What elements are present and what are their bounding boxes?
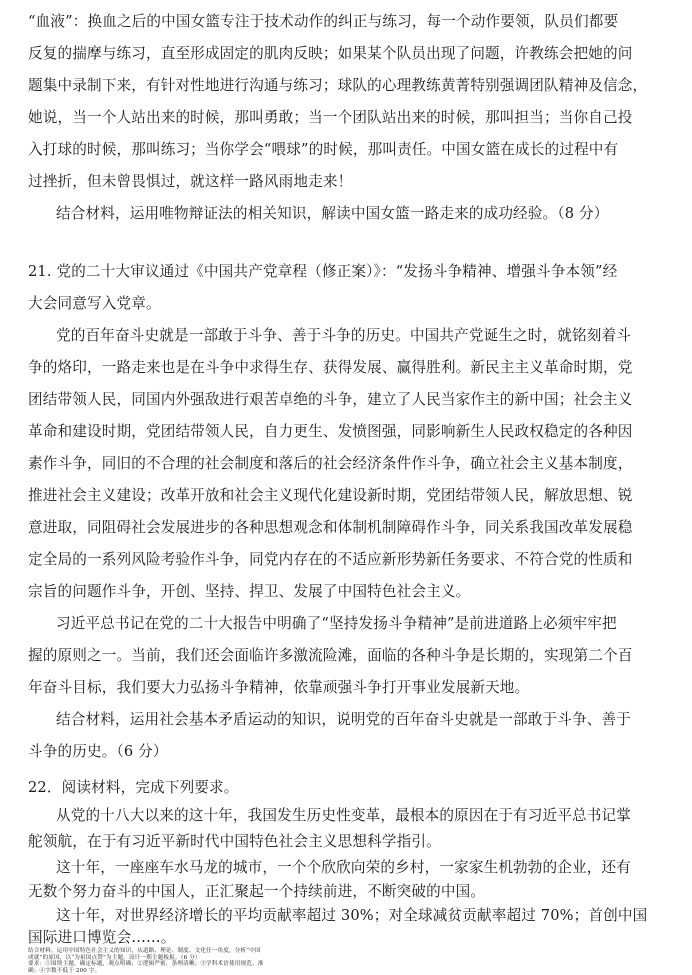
q22-material-line-6: 国际进口博览会……。 <box>28 929 176 946</box>
q22-requirement-line-1: 要求：①围绕主题，确定标题，观点明确；②逻辑严密，条理清晰；③学科术语使用规范、准 <box>28 961 264 967</box>
q21-question-line-1: 结合材料，运用社会基本矛盾运动的知识，说明党的百年奋斗史就是一部敢于斗争、善于 <box>56 711 632 728</box>
q21-stem-line-1: 21. 党的二十大审议通过《中国共产党章程（修正案）》：“发扬斗争精神、增强斗争本领”经 <box>28 263 618 280</box>
q21-material-line-4: 革命和建设时期，党团结带领人民，自力更生、发愤图强，同影响新生人民政权稳定的各种因 <box>28 423 633 440</box>
q22-question-line-2: 成就”的原因，以“为祖国点赞”为主题，设计一期主题板报。（6 分） <box>28 954 201 961</box>
q22-material-line-2: 舵领航，在于有习近平新时代中国特色社会主义思想科学指引。 <box>28 833 441 850</box>
q21-material-line-12: 年奋斗目标，我们要大力弘扬斗争精神，依靠顽强斗争打开事业发展新天地。 <box>28 679 530 696</box>
q20-material-line-1: “血液”：换血之后的中国女篮专注于技术动作的纠正与练习，每一个动作要领，队员们都要 <box>28 13 619 30</box>
q21-material-line-8: 定全局的一系列风险考验作斗争，同党内存在的不适应新形势新任务要求、不符合党的性质和 <box>28 551 633 568</box>
q20-material-line-6: 过挫折，但未曾畏惧过，就这样一路风雨地走来！ <box>28 173 353 190</box>
q20-question: 结合材料，运用唯物辩证法的相关知识，解读中国女篮一路走来的成功经验。（8 分） <box>56 205 609 222</box>
q21-question-line-2: 斗争的历史。（6 分） <box>28 743 168 760</box>
q22-stem: 22．阅读材料，完成下列要求。 <box>28 779 239 796</box>
q20-material-line-2: 反复的揣摩与练习，直至形成固定的肌肉反映；如果某个队员出现了问题，许教练会把她的问 <box>28 45 633 62</box>
q21-stem-line-2: 大会同意写入党章。 <box>28 295 161 312</box>
q21-material-line-11: 握的原则之一。当前，我们还会面临许多激流险滩，面临的各种斗争是长期的，实现第二个百 <box>28 647 633 664</box>
q22-material-line-4: 无数个努力奋斗的中国人，正汇聚起一个持续前进，不断突破的中国。 <box>28 883 486 900</box>
q22-material-line-1: 从党的十八大以来的这十年，我国发生历史性变革，最根本的原因在于有习近平总书记掌 <box>56 807 632 824</box>
q21-material-line-6: 推进社会主义建设；改革开放和社会主义现代化建设新时期，党团结带领人民，解放思想、锐 <box>28 487 633 504</box>
q22-material-line-3: 这十年，一座座车水马龙的城市，一个个欣欣向荣的乡村，一家家生机勃勃的企业，还有 <box>56 859 632 876</box>
q21-material-line-7: 意进取，同阻碍社会发展进步的各种思想观念和体制机制障碍作斗争，同关系我国改革发展稳 <box>28 519 633 536</box>
q21-material-line-9: 宗旨的问题作斗争，开创、坚持、捍卫、发展了中国特色社会主义。 <box>28 583 471 600</box>
q20-material-line-3: 题集中录制下来，有针对性地进行沟通与练习；球队的心理教练黄菁特别强调团队精神及信念， <box>28 77 648 94</box>
q20-material-line-5: 入打球的时候，那叫练习；当你学会“喂球”的时候，那叫责任。中国女篮在成长的过程中有 <box>28 141 619 158</box>
q21-material-line-3: 团结带领人民，同国内外强敌进行艰苦卓绝的斗争，建立了人民当家作主的新中国；社会主义 <box>28 391 633 408</box>
q21-material-line-5: 素作斗争，同旧的不合理的社会制度和落后的社会经济条件作斗争，确立社会主义基本制度， <box>28 455 633 472</box>
q21-material-line-1: 党的百年奋斗史就是一部敢于斗争、善于斗争的历史。中国共产党诞生之时，就铭刻着斗 <box>56 327 632 344</box>
q21-material-line-2: 争的烙印，一路走来也是在斗争中求得生存、获得发展、赢得胜利。新民主主义革命时期，党 <box>28 359 633 376</box>
q21-material-line-10: 习近平总书记在党的二十大报告中明确了“坚持发扬斗争精神”是前进道路上必须牢牢把 <box>56 615 617 632</box>
q22-requirement-line-2: 确；④字数不低于 200 字。 <box>28 967 101 974</box>
q22-question-line-1: 结合材料，运用中国特色社会主义的知识，从道路、理论、制度、文化任一角度，分析“中国 <box>28 948 261 954</box>
q20-material-line-4: 她说，当一个人站出来的时候，那叫勇敢；当一个团队站出来的时候，那叫担当；当你自己投 <box>28 109 633 126</box>
q22-material-line-5: 这十年，对世界经济增长的平均贡献率超过 30%；对全球减贫贡献率超过 70%；首创中国 <box>56 907 648 924</box>
